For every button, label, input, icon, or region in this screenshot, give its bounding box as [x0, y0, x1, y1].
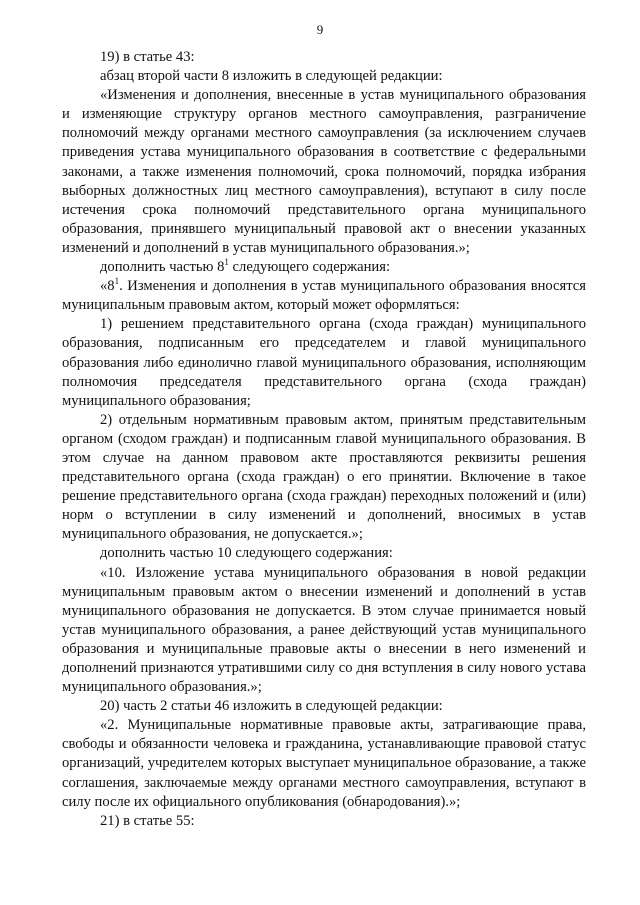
paragraph-item-20: 20) часть 2 статьи 46 изложить в следующей редакции:	[100, 698, 443, 715]
text-fragment: следующего содержания:	[228, 259, 391, 276]
text-fragment: дополнить частью 8	[100, 259, 225, 276]
paragraph-part-2-text: «2. Муниципальные нормативные правовые акты, затрагивающие права, свободы и обязанности человека и гражданина, устанавливающие правовой статус организаций, учредителем которых выступает муниципальное образование, а также соглашения, заключаемые между органами местного самоуправления, вступают в силу после их официального опубликования (обнародования).»;	[62, 717, 586, 810]
page-number: 9	[316, 22, 324, 37]
document-body	[62, 48, 586, 831]
paragraph-subitem-2: 2) отдельным нормативным правовым актом, принятым представительным органом (сходом граждан) и подписанным главой муниципального образования. В этом случае на данном правовом акте проставляются реквизиты решения представительного органа (схода граждан) о его принятии. Включение в такое решение представительного органа (схода граждан) переходных положений и (или) норм о вступлении в силу изменений и дополнений, вносимых в устав муниципального образования, не допускается.»;	[62, 411, 586, 543]
superscript: 1	[114, 276, 120, 287]
text-fragment: . Изменения и дополнения в устав муниципального образования вносятся муниципальным правовым актом, который может оформляться:	[62, 278, 586, 314]
paragraph-part-8-1-text	[62, 277, 586, 315]
paragraph-subitem-1: 1) решением представительного органа (схода граждан) муниципального образования, подписанным его председателем и главой муниципального образования либо единолично главой муниципального образования, исполняющим полномочия председателя представительного органа (схода граждан) муниципального образования;	[62, 316, 586, 409]
paragraph-part-10-text: «10. Изложение устава муниципального образования в новой редакции муниципальным правовым актом о внесении изменений и дополнений в устав муниципального образования не допускается. В этом случае принимается новый устав муниципального образования, а ранее действующий устав муниципального образования и муниципальные правовые акты о внесении в него изменений и дополнений признаются утратившими силу со дня вступления в силу нового устава муниципального образования.»;	[62, 564, 586, 696]
paragraph-add-part-10: дополнить частью 10 следующего содержания:	[100, 545, 393, 562]
paragraph-part-8-instruction: абзац второй части 8 изложить в следующей редакции:	[100, 68, 443, 85]
paragraph-item-21: 21) в статье 55:	[100, 812, 195, 829]
paragraph-item-19: 19) в статье 43:	[100, 49, 195, 65]
superscript: 1	[224, 257, 229, 268]
paragraph-part-8-text: «Изменения и дополнения, внесенные в устав муниципального образования и изменяющие структуру органов местного самоуправления, разграничение полномочий между органами местного самоуправления (за исключением случаев приведения устава муниципального образования в соответствие с федеральными законами, а также изменения полномочий, срока полномочий, порядка избрания выборных должностных лиц местного самоуправления), вступают в силу после истечения срока полномочий представительного органа муниципального образования, принявшего муниципальный правовой акт о внесении указанных изменений и дополнений в устав муниципального образования.»;	[62, 87, 586, 256]
paragraph-add-part-8-1	[62, 258, 586, 277]
text-fragment: «8	[100, 278, 115, 295]
